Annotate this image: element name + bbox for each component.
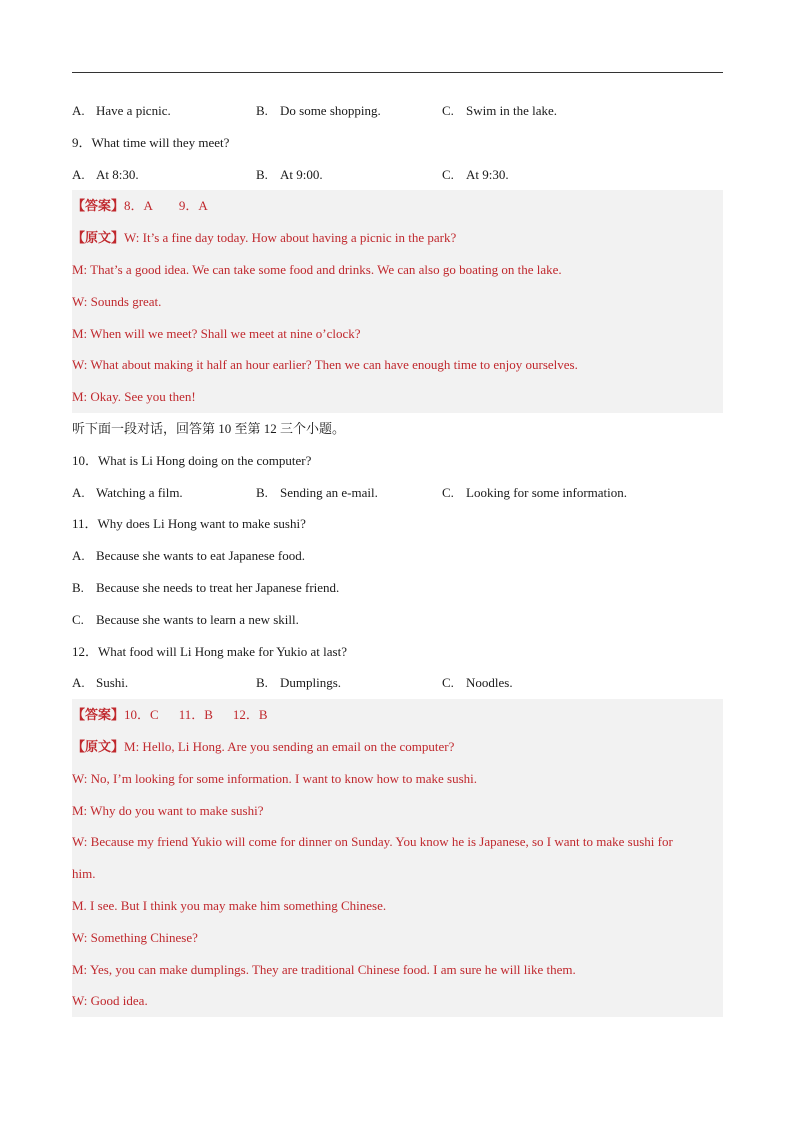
q9-option-a: A. At 8:30. xyxy=(72,166,139,182)
q12-option-c: C. Noodles. xyxy=(442,675,513,691)
document-body xyxy=(72,95,723,1017)
script-line: 【原文】W: It’s a fine day today. How about having a picnic in the park? xyxy=(72,230,457,246)
answer-block-1 xyxy=(72,190,723,413)
q11-option-a: A. Because she wants to eat Japanese food. xyxy=(72,548,306,564)
script-line: W: No, I’m looking for some information. I want to know how to make sushi. xyxy=(72,770,477,786)
answer-line-1 xyxy=(72,190,723,222)
script-line: W: Something Chinese? xyxy=(72,929,198,945)
script-line: M: That’s a good idea. We can take some food and drinks. We can also go boating on the lake. xyxy=(72,261,562,277)
script-line: M: Okay. See you then! xyxy=(72,389,196,405)
q10-option-a: A. Watching a film. xyxy=(72,484,183,500)
q10-option-b: B. Sending an e-mail. xyxy=(256,484,378,500)
q12-option-a: A. Sushi. xyxy=(72,675,129,691)
answer-9: 9．A xyxy=(178,198,208,214)
q8-option-a: A. Have a picnic. xyxy=(72,103,171,118)
answer-tag: 【答案】 xyxy=(72,707,125,723)
q9-option-c: C. At 9:30. xyxy=(442,166,509,182)
q11-option-c: C. Because she wants to learn a new skill. xyxy=(72,611,299,627)
script-tag: 【原文】 xyxy=(72,230,125,246)
q8-option-b: B. Do some shopping. xyxy=(256,103,381,118)
section-instruction: 听下面一段对话，回答第 10 至第 12 三个小题。 xyxy=(72,420,346,436)
header-rule xyxy=(72,72,723,73)
q10-options xyxy=(72,477,723,509)
q11-option-b: B. Because she needs to treat her Japanese friend. xyxy=(72,579,340,595)
q9-option-b: B. At 9:00. xyxy=(256,166,323,182)
answer-10: 10．C xyxy=(124,707,159,723)
q12-question: 12．What food will Li Hong make for Yukio at last? xyxy=(72,643,347,659)
script-line: M. I see. But I think you may make him something Chinese. xyxy=(72,897,387,913)
script-line: him. xyxy=(72,866,96,882)
q10-question: 10．What is Li Hong doing on the computer? xyxy=(72,452,312,468)
answer-12: 12．B xyxy=(232,707,268,723)
q9-options xyxy=(72,159,723,191)
script-line: W: What about making it half an hour earlier? Then we can have enough time to enjoy ourselves. xyxy=(72,357,578,373)
script-line: M: Why do you want to make sushi? xyxy=(72,802,264,818)
q9-question: 9．What time will they meet? xyxy=(72,134,230,150)
answer-line-2 xyxy=(72,699,723,731)
q10-option-c: C. Looking for some information. xyxy=(442,484,628,500)
script-line: W: Good idea. xyxy=(72,993,148,1009)
q12-option-b: B. Dumplings. xyxy=(256,675,342,691)
answer-block-2 xyxy=(72,699,723,1017)
script-line: M: When will we meet? Shall we meet at nine o’clock? xyxy=(72,325,361,341)
q8-options xyxy=(72,95,723,127)
script-line: 【原文】M: Hello, Li Hong. Are you sending an email on the computer? xyxy=(72,738,455,754)
q11-question: 11．Why does Li Hong want to make sushi? xyxy=(72,516,306,532)
answer-11: 11．B xyxy=(178,707,213,723)
q12-options xyxy=(72,667,723,699)
script-line: W: Sounds great. xyxy=(72,293,162,309)
script-line: W: Because my friend Yukio will come for dinner on Sunday. You know he is Japanese, so I want to make sushi for xyxy=(72,834,673,850)
script-tag: 【原文】 xyxy=(72,738,125,754)
answer-tag: 【答案】 xyxy=(72,198,125,214)
answer-8: 8．A xyxy=(124,198,153,214)
q8-option-c: C. Swim in the lake. xyxy=(442,103,557,118)
script-line: M: Yes, you can make dumplings. They are traditional Chinese food. I am sure he will like them. xyxy=(72,961,576,977)
